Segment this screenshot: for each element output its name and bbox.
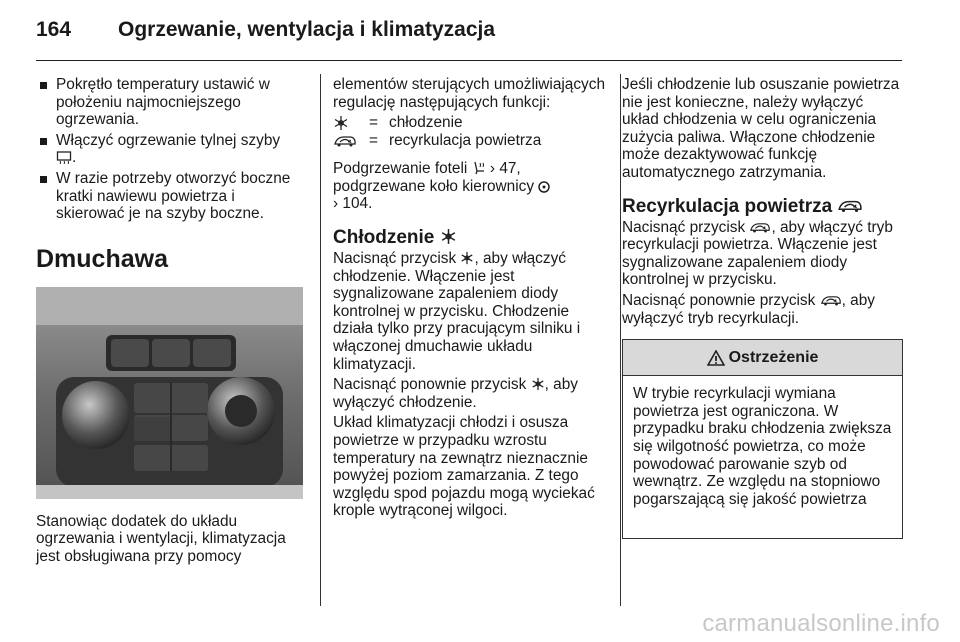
rear-defrost-icon [56,150,72,164]
bullet-item: W razie potrzeby otworzyć boczne kratki nawiewu powietrza i skierować je na szyby boczne. [36,170,306,223]
page-ref-arrow-icon: › [489,160,496,178]
column-divider-right [620,74,621,606]
column-divider-left [320,74,321,606]
recirculation-icon [837,198,863,214]
paragraph: Układ klimatyzacji chłodzi i osusza powietrze w przypadku wzrostu temperatury na zewnątrz nieznacznie powyżej poziom zamarzania. Z tego względu spod pojazdu mogą wyciekać krople wytrąconej wilgoci. [333,414,595,520]
watermark: carmanualsonline.info [702,610,940,637]
recirculation-icon [749,221,771,234]
seat-heating-icon [472,161,486,175]
climate-control-panel-image [36,287,303,499]
warning-triangle-icon [707,350,725,366]
warning-header: Ostrzeżenie [623,340,902,376]
column-1 [36,76,306,569]
paragraph: Nacisnąć przycisk , aby włączyć tryb recyrkulacji powietrza. Włączenie jest sygnalizowane zapaleniem diody kontrolnej w przycisku. [622,218,893,289]
warning-box [622,339,903,539]
steering-wheel-heating-icon [538,181,550,193]
definition-row: = recyrkulacja powietrza [333,132,605,150]
page-ref-arrow-icon: › [333,195,339,213]
definition-row: = chłodzenie [333,114,605,132]
bullet-item: Pokrętło temperatury ustawić w położeniu najmocniejszego ogrzewania. [36,76,306,129]
section-heading-recyrkulacja: Recyrkulacja powietrza [622,196,904,218]
paragraph: Jeśli chłodzenie lub osuszanie powietrza nie jest konieczne, należy wyłączyć układ chłodzenia w celu ograniczenia zużycia paliwa. Włączone chłodzenie może dezaktywować funkcję automatycznego zatrzymania. [622,76,900,181]
caption: Stanowiąc dodatek do układu ogrzewania i wentylacji, klimatyzacja jest obsługiwana przy pomocy [36,512,286,565]
snowflake-icon [460,251,474,265]
intro-text: elementów sterujących umożliwiających regulację następujących funkcji: [333,76,606,111]
recirculation-icon [820,294,842,307]
seat-heating-ref: Podgrzewanie foteli › 47, podgrzewane koło kierownicy › 104. [333,160,605,213]
paragraph: Nacisnąć ponownie przycisk , aby wyłączyć chłodzenie. [333,376,578,411]
recirculation-icon [333,134,357,148]
snowflake-icon [333,115,349,131]
paragraph: Nacisnąć ponownie przycisk , aby wyłączyć tryb recyrkulacji. [622,291,875,327]
paragraph: Nacisnąć przycisk , aby włączyć chłodzenie. Włączenie jest sygnalizowane zapaleniem diody kontrolnej w przycisku. Chłodzenie działa tylko przy pracującym silniku i włączonej dmuchawie układu klimatyzacji. [333,249,581,373]
page-number: 164 [36,18,72,41]
page-title: Ogrzewanie, wentylacja i klimatyzacja [118,18,496,41]
section-heading-chlodzenie: Chłodzenie [333,227,605,249]
column-3 [622,76,904,539]
snowflake-icon [440,228,457,245]
header-rule [36,60,902,61]
page-header [36,18,495,42]
bullet-item: Włączyć ogrzewanie tylnej szyby . [36,132,306,167]
section-heading-dmuchawa: Dmuchawa [36,244,168,273]
warning-body: W trybie recyrkulacji wymiana powietrza jest ograniczona. W przypadku braku chłodzenia zwiększa się wilgotność powietrza, co może powodować parowanie szyb od wewnątrz. Ze względu na stopniowo pogarszającą się jakość powietrza [633,385,892,508]
column-2 [333,76,605,523]
snowflake-icon [531,377,545,391]
